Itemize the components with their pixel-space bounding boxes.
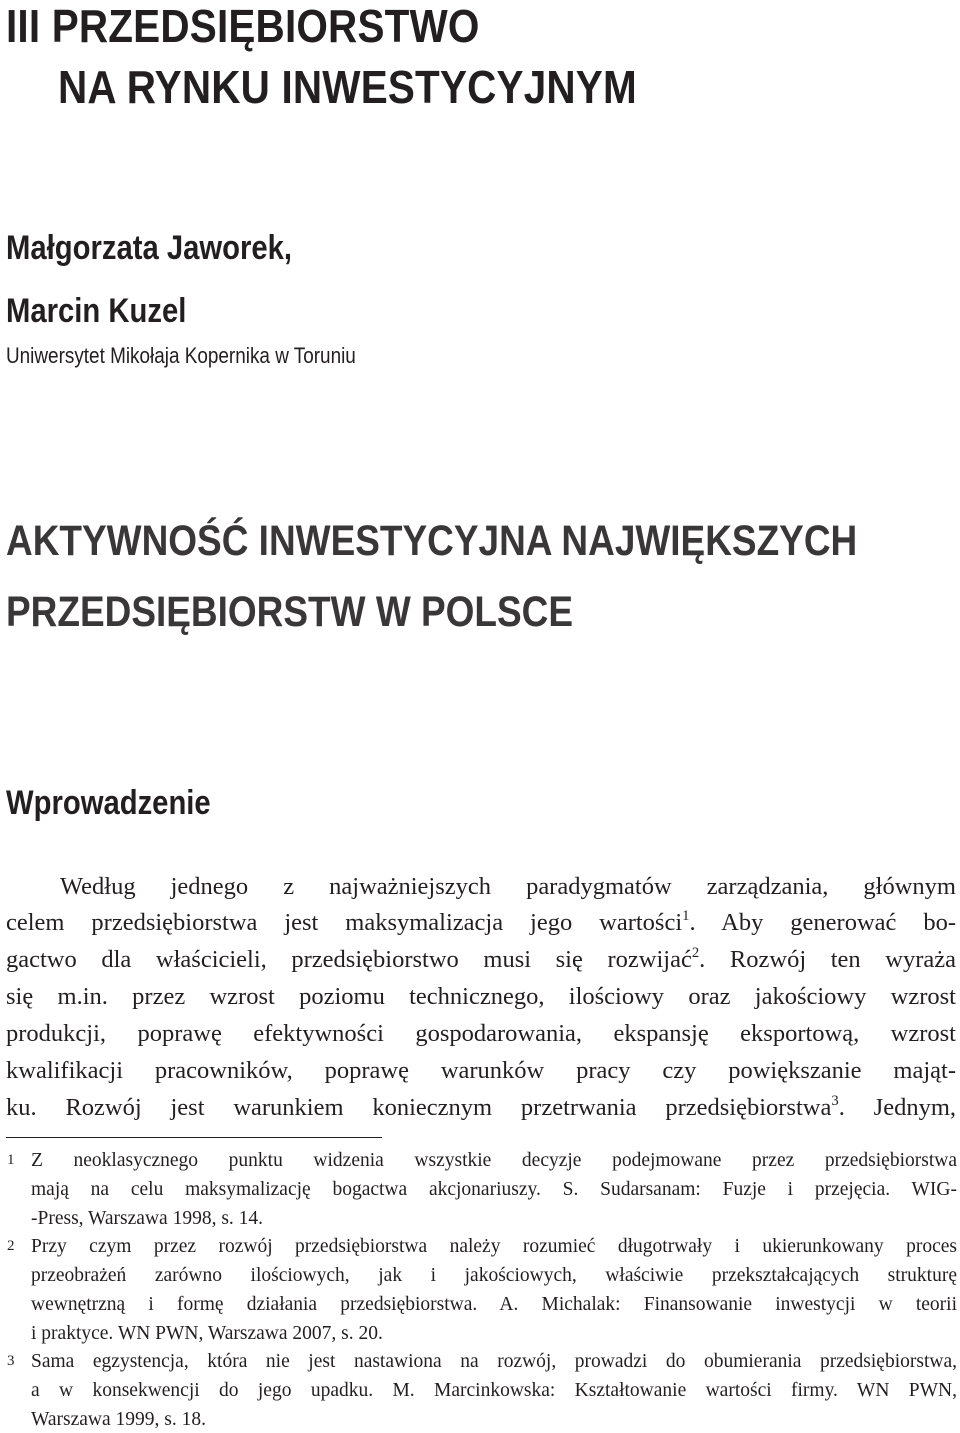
footnote-line: i praktyce. WN PWN, Warszawa 2007, s. 20. (31, 1323, 383, 1344)
footnote-line: Sama egzystencja, która nie jest nastawiona na rozwój, prowadzi do obumierania przedsiębiorstwa, (31, 1351, 957, 1372)
body-text: . Jednym, (838, 1094, 957, 1121)
footnote-line: mają na celu maksymalizację bogactwa akcjonariuszy. S. Sudarsanam: Fuzje i przejęcia. WIG- (31, 1179, 957, 1200)
part-heading-line-2: NA RYNKU INWESTYCYJNYM (58, 61, 637, 113)
body-text: celem przedsiębiorstwa jest maksymalizacja jego wartości (6, 909, 683, 936)
body-line: Według jednego z najważniejszych paradygmatów zarządzania, głównym (60, 873, 956, 900)
body-line (6, 908, 956, 936)
body-text: gactwo dla właścicieli, przedsiębiorstwo musi się rozwijać (6, 946, 692, 973)
author-name: Marcin Kuzel (6, 292, 187, 330)
footnote-number: 2 (7, 1238, 15, 1254)
body-line: produkcji, poprawę efektywności gospodarowania, ekspansję eksportową, wzrost (6, 1020, 956, 1047)
footnote-line: Warszawa 1999, s. 18. (31, 1409, 206, 1430)
body-text: ku. Rozwój jest warunkiem koniecznym przetrwania przedsiębiorstwa (6, 1094, 832, 1121)
part-heading-line-1: III PRZEDSIĘBIORSTWO (6, 0, 480, 52)
footnote-line: -Press, Warszawa 1998, s. 14. (31, 1208, 264, 1229)
footnote-line: Z neoklasycznego punktu widzenia wszystkie decyzje podejmowane przez przedsiębiorstwa (31, 1150, 957, 1171)
body-text: . Rozwój ten wyraża (699, 946, 957, 973)
footnote-separator (6, 1137, 382, 1138)
body-text: . Aby generować bo- (689, 909, 956, 936)
footnote-number: 1 (7, 1152, 15, 1168)
section-heading: Wprowadzenie (6, 784, 211, 822)
footnote-line: przeobrażeń zarówno ilościowych, jak i jakościowych, właściwie przekształcających strukturę (31, 1265, 957, 1286)
footnote-ref[interactable]: 1 (682, 908, 690, 924)
body-line (6, 1093, 957, 1121)
body-line (6, 945, 957, 973)
footnote-line: a w konsekwencji do jego upadku. M. Marcinkowska: Kształtowanie wartości firmy. WN PWN, (31, 1380, 957, 1401)
footnote-line: Przy czym przez rozwój przedsiębiorstwa należy rozumieć długotrwały i ukierunkowany proces (31, 1236, 957, 1257)
author-affiliation: Uniwersytet Mikołaja Kopernika w Toruniu (6, 343, 356, 368)
footnote-number: 3 (7, 1353, 15, 1369)
body-line: się m.in. przez wzrost poziomu technicznego, ilościowy oraz jakościowy wzrost (6, 983, 956, 1010)
chapter-title-line-2: PRZEDSIĘBIORSTW W POLSCE (6, 588, 574, 636)
chapter-title-line-1: AKTYWNOŚĆ INWESTYCYJNA NAJWIĘKSZYCH (6, 517, 858, 565)
footnote-line: wewnętrzną i formę działania przedsiębiorstwa. A. Michalak: Finansowanie inwestycji w teorii (31, 1294, 957, 1315)
author-name: Małgorzata Jaworek, (6, 229, 293, 267)
footnote-ref[interactable]: 2 (691, 945, 700, 961)
body-line: kwalifikacji pracowników, poprawę warunków pracy czy powiększanie mająt- (6, 1057, 956, 1084)
footnote-ref[interactable]: 3 (831, 1093, 839, 1109)
